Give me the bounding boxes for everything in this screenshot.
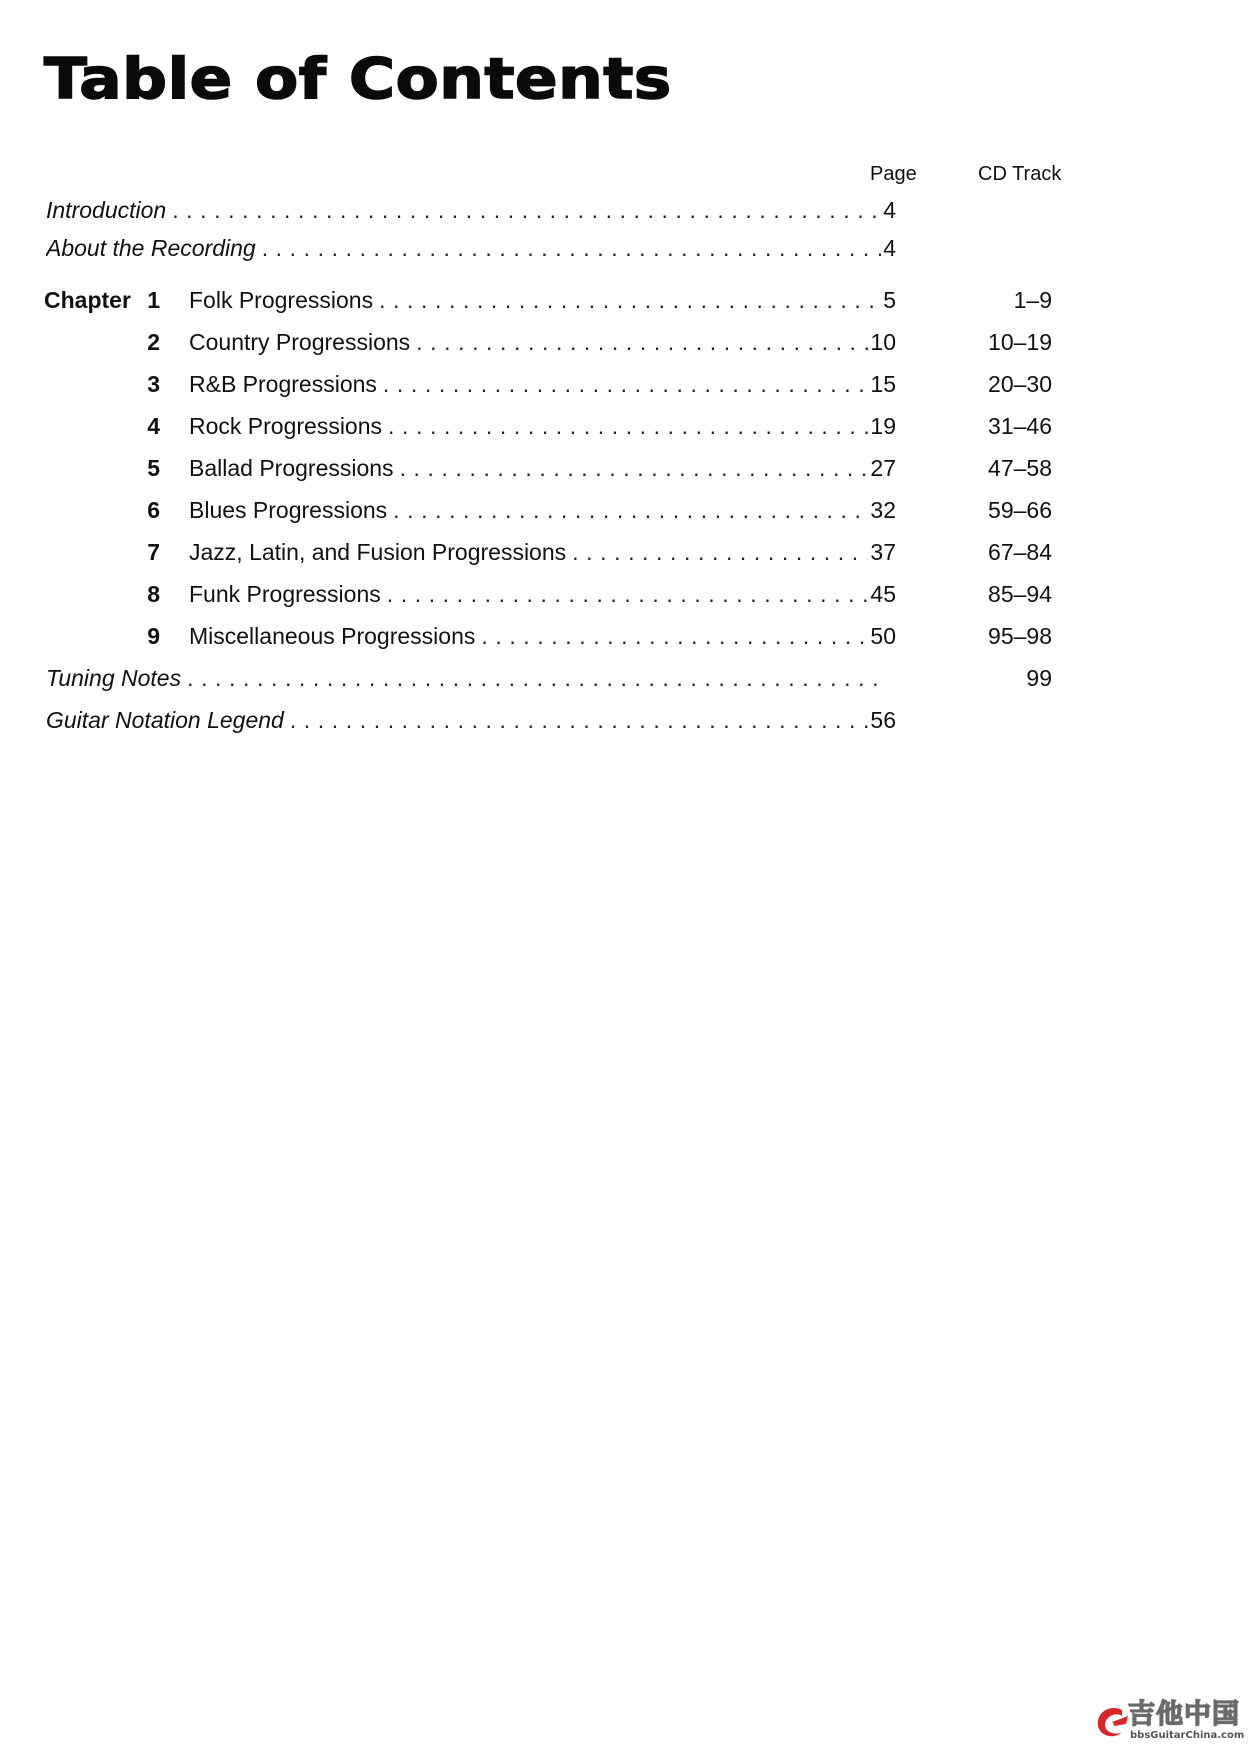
entry-title: Jazz, Latin, and Fusion Progressions (189, 539, 567, 565)
entry-page-number: 5 (883, 287, 896, 313)
chapter-number: 5 (147, 455, 160, 481)
entry-title: Blues Progressions (189, 497, 388, 523)
chapter-number: 7 (147, 539, 160, 565)
entry-title: Introduction (46, 197, 167, 223)
entry-title: About the Recording (46, 235, 256, 261)
guitar-swirl-icon (1092, 1702, 1132, 1742)
entry-title: Folk Progressions (189, 287, 374, 313)
dot-leader (388, 410, 868, 442)
entry-cd-track: 85–94 (988, 581, 1052, 607)
toc-row-about-the-recording (0, 232, 1248, 264)
toc-row-chapter-5 (0, 452, 1248, 484)
dot-leader (187, 662, 884, 694)
dot-leader (481, 620, 868, 652)
chapter-number: 1 (147, 287, 160, 313)
dot-leader (416, 326, 868, 358)
entry-page-number: 19 (870, 413, 896, 439)
entry-cd-track: 99 (1026, 665, 1052, 691)
entry-title: Rock Progressions (189, 413, 383, 439)
toc-entry (189, 536, 896, 568)
dot-leader (393, 494, 868, 526)
toc-entry (189, 326, 896, 358)
dot-leader (400, 452, 869, 484)
entry-cd-track: 1–9 (1013, 287, 1052, 313)
chapter-number: 8 (147, 581, 160, 607)
entry-title: Miscellaneous Progressions (189, 623, 476, 649)
dot-leader (572, 536, 868, 568)
toc-row-chapter-8 (0, 578, 1248, 610)
chapter-prefix: Chapter (44, 287, 131, 313)
toc-row-guitar-notation-legend (0, 704, 1248, 736)
toc-row-chapter-4 (0, 410, 1248, 442)
entry-page-number: 10 (870, 329, 896, 355)
toc-row-chapter-6 (0, 494, 1248, 526)
entry-title: R&B Progressions (189, 371, 377, 397)
entry-page-number: 27 (870, 455, 896, 481)
chapter-number: 2 (147, 329, 160, 355)
toc-entry (189, 368, 896, 400)
toc-entry (46, 704, 896, 736)
toc-row-chapter-7 (0, 536, 1248, 568)
entry-page-number: 4 (883, 235, 896, 261)
watermark-subtext: bbsGuitarChina.com (1130, 1730, 1245, 1741)
entry-cd-track: 10–19 (988, 329, 1052, 355)
entry-title: Ballad Progressions (189, 455, 394, 481)
page-column-header: Page (870, 163, 917, 185)
chapter-number: 4 (147, 413, 160, 439)
entry-page-number: 32 (870, 497, 896, 523)
toc-row-tuning-notes (0, 662, 1248, 694)
entry-cd-track: 67–84 (988, 539, 1052, 565)
toc-entry (189, 452, 896, 484)
entry-title: Country Progressions (189, 329, 411, 355)
entry-page-number: 45 (870, 581, 896, 607)
toc-row-chapter-3 (0, 368, 1248, 400)
chapter-number: 6 (147, 497, 160, 523)
entry-cd-track: 95–98 (988, 623, 1052, 649)
dot-leader (262, 232, 882, 264)
entry-cd-track: 20–30 (988, 371, 1052, 397)
chapter-number: 3 (147, 371, 160, 397)
entry-cd-track: 59–66 (988, 497, 1052, 523)
entry-title: Funk Progressions (189, 581, 381, 607)
entry-cd-track: 47–58 (988, 455, 1052, 481)
watermark-logo (1092, 1699, 1245, 1746)
toc-entry (189, 620, 896, 652)
toc-row-chapter-1 (0, 284, 1248, 316)
entry-page-number: 50 (870, 623, 896, 649)
dot-leader (290, 704, 869, 736)
toc-row-chapter-2 (0, 326, 1248, 358)
cd-track-column-header: CD Track (978, 163, 1062, 185)
watermark-text: 吉他中国 (1128, 1699, 1240, 1730)
chapter-number: 9 (147, 623, 160, 649)
entry-page-number: 4 (883, 197, 896, 223)
toc-row-introduction (0, 194, 1248, 226)
dot-leader (379, 284, 881, 316)
toc-row-chapter-9 (0, 620, 1248, 652)
page-title: Table of Contents (44, 47, 672, 112)
toc-entry (189, 410, 896, 442)
entry-page-number: 37 (870, 539, 896, 565)
entry-title: Tuning Notes (46, 665, 182, 691)
toc-entry (189, 578, 896, 610)
toc-entry (189, 494, 896, 526)
dot-leader (172, 194, 881, 226)
toc-entry (46, 194, 896, 226)
dot-leader (387, 578, 869, 610)
dot-leader (383, 368, 868, 400)
toc-entry (189, 284, 896, 316)
entry-title: Guitar Notation Legend (46, 707, 284, 733)
toc-entry (46, 662, 896, 694)
entry-cd-track: 31–46 (988, 413, 1052, 439)
entry-page-number: 15 (870, 371, 896, 397)
entry-page-number: 56 (870, 707, 896, 733)
toc-entry (46, 232, 896, 264)
